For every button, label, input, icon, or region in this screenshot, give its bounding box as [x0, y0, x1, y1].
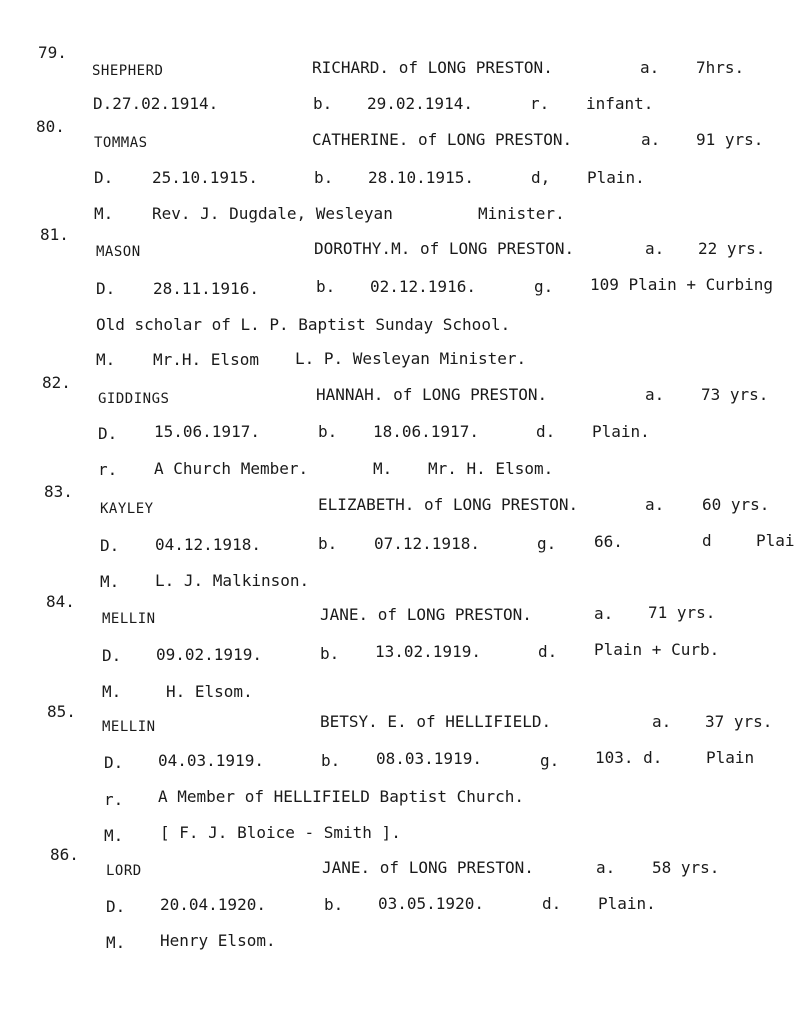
- entry-surname: MELLIN: [102, 719, 156, 735]
- entry-grave: Plain.: [587, 168, 645, 187]
- entry-grave: 66.: [594, 532, 623, 551]
- entry-grave: 109 Plain + Curbing: [590, 275, 774, 294]
- entry-age-key: a.: [594, 604, 614, 623]
- entry-burial-date: 13.02.1919.: [375, 642, 481, 661]
- entry-number: 85.: [47, 702, 76, 721]
- entry-age: 7hrs.: [696, 58, 745, 77]
- entry-surname: GIDDINGS: [98, 391, 170, 407]
- entry-age: 22 yrs.: [698, 239, 766, 258]
- entry-burial-date: 02.12.1916.: [370, 277, 476, 296]
- entry-death-date: 25.10.1915.: [152, 168, 258, 187]
- entry-minister: Mr.H. Elsom: [153, 350, 259, 369]
- entry-grave-key: r.: [530, 94, 550, 113]
- entry-age-key: a.: [645, 385, 665, 404]
- entry-death-date: D.27.02.1914.: [93, 94, 219, 113]
- entry-number: 81.: [40, 225, 69, 244]
- entry-minister: L. J. Malkinson.: [155, 571, 310, 590]
- entry-minister-key: M.: [373, 459, 393, 478]
- entry-death-key: D.: [98, 424, 118, 443]
- entry-death-date: 04.12.1918.: [155, 535, 261, 554]
- entry-death-key: D.: [104, 753, 124, 772]
- entry-age: 73 yrs.: [701, 385, 769, 404]
- entry-burial-key: b.: [313, 94, 333, 113]
- entry-death-key: D.: [106, 897, 126, 916]
- entry-age: 91 yrs.: [696, 130, 764, 149]
- entry-number: 83.: [44, 482, 73, 501]
- entry-number: 80.: [36, 117, 65, 136]
- entry-age-key: a.: [645, 239, 665, 258]
- entry-d-key: d: [702, 531, 712, 550]
- entry-burial-date: 29.02.1914.: [367, 94, 473, 113]
- entry-death-key: D.: [100, 536, 120, 555]
- entry-minister: [ F. J. Bloice - Smith ].: [160, 823, 401, 842]
- entry-age: 58 yrs.: [652, 858, 720, 877]
- entry-minister-key: M.: [106, 933, 126, 952]
- entry-death-date: 20.04.1920.: [160, 895, 266, 914]
- entry-death-key: D.: [96, 279, 116, 298]
- entry-death-date: 04.03.1919.: [158, 751, 264, 770]
- entry-grave: 103. d.: [595, 748, 663, 767]
- entry-grave: Plain + Curb.: [594, 640, 720, 659]
- entry-burial-date: 03.05.1920.: [378, 894, 484, 913]
- entry-name-place: JANE. of LONG PRESTON.: [320, 605, 532, 624]
- entry-remark-key: r.: [98, 460, 118, 479]
- entry-minister-key: M.: [96, 350, 116, 369]
- entry-remark-key: r.: [104, 790, 124, 809]
- entry-minister-extra: Minister.: [478, 204, 565, 223]
- entry-grave-key: d.: [542, 894, 562, 913]
- entry-number: 86.: [50, 845, 79, 864]
- entry-remark: A Church Member.: [154, 459, 309, 478]
- entry-death-date: 15.06.1917.: [154, 422, 260, 441]
- entry-number: 82.: [42, 373, 71, 392]
- entry-death-key: D.: [102, 646, 122, 665]
- entry-name-place: BETSY. E. of HELLIFIELD.: [320, 712, 552, 731]
- entry-grave: Plain.: [592, 422, 650, 441]
- entry-name-place: JANE. of LONG PRESTON.: [322, 858, 534, 877]
- entry-remark: A Member of HELLIFIELD Baptist Church.: [158, 787, 525, 806]
- entry-burial-key: b.: [316, 277, 336, 296]
- entry-age-key: a.: [596, 858, 616, 877]
- entry-minister: Henry Elsom.: [160, 931, 276, 950]
- entry-age: 60 yrs.: [702, 495, 770, 514]
- entry-age-key: a.: [641, 130, 661, 149]
- entry-burial-date: 18.06.1917.: [373, 422, 479, 441]
- entry-note: Old scholar of L. P. Baptist Sunday School.: [96, 315, 511, 334]
- entry-burial-key: b.: [314, 168, 334, 187]
- entry-burial-key: b.: [321, 751, 341, 770]
- entry-grave: Plain.: [598, 894, 656, 913]
- entry-name-place: DOROTHY.M. of LONG PRESTON.: [314, 239, 575, 258]
- entry-age-key: a.: [645, 495, 665, 514]
- entry-death-date: 09.02.1919.: [156, 645, 262, 664]
- entry-surname: MELLIN: [102, 611, 156, 627]
- entry-burial-key: b.: [324, 895, 344, 914]
- entry-minister-key: M.: [94, 204, 114, 223]
- entry-death-date: 28.11.1916.: [153, 279, 259, 298]
- entry-grave-key: g.: [537, 534, 557, 553]
- entry-age-key: a.: [640, 58, 660, 77]
- entry-minister-key: M.: [102, 682, 122, 701]
- entry-name-place: RICHARD. of LONG PRESTON.: [312, 58, 553, 77]
- entry-name-place: CATHERINE. of LONG PRESTON.: [312, 130, 573, 149]
- entry-number: 79.: [38, 43, 67, 62]
- entry-grave-key: g.: [534, 277, 554, 296]
- entry-minister-key: M.: [100, 572, 120, 591]
- entry-name-place: HANNAH. of LONG PRESTON.: [316, 385, 548, 404]
- entry-age-key: a.: [652, 712, 672, 731]
- entry-number: 84.: [46, 592, 75, 611]
- entry-surname: KAYLEY: [100, 501, 154, 517]
- entry-burial-date: 08.03.1919.: [376, 749, 482, 768]
- entry-burial-date: 07.12.1918.: [374, 534, 480, 553]
- entry-minister: H. Elsom.: [166, 682, 253, 701]
- entry-minister-extra: L. P. Wesleyan Minister.: [295, 349, 527, 368]
- entry-grave-key: g.: [540, 751, 560, 770]
- entry-age: 71 yrs.: [648, 603, 716, 622]
- entry-minister: Rev. J. Dugdale, Wesleyan: [152, 204, 393, 223]
- entry-burial-key: b.: [320, 644, 340, 663]
- entry-surname: LORD: [106, 863, 142, 879]
- entry-age: 37 yrs.: [705, 712, 773, 731]
- entry-surname: SHEPHERD: [92, 63, 164, 79]
- entry-name-place: ELIZABETH. of LONG PRESTON.: [318, 495, 579, 514]
- entry-burial-key: b.: [318, 534, 338, 553]
- entry-death-key: D.: [94, 168, 114, 187]
- entry-surname: MASON: [96, 244, 141, 260]
- entry-surname: TOMMAS: [94, 135, 148, 151]
- entry-burial-date: 28.10.1915.: [368, 168, 474, 187]
- entry-grave-extra: Plain: [706, 748, 755, 767]
- entry-grave: infant.: [586, 94, 654, 113]
- entry-grave-key: d.: [536, 422, 556, 441]
- entry-d-value: Plai: [756, 531, 795, 550]
- entry-minister-key: M.: [104, 826, 124, 845]
- entry-grave-key: d.: [538, 642, 558, 661]
- entry-grave-key: d,: [531, 168, 551, 187]
- entry-minister: Mr. H. Elsom.: [428, 459, 554, 478]
- entry-burial-key: b.: [318, 422, 338, 441]
